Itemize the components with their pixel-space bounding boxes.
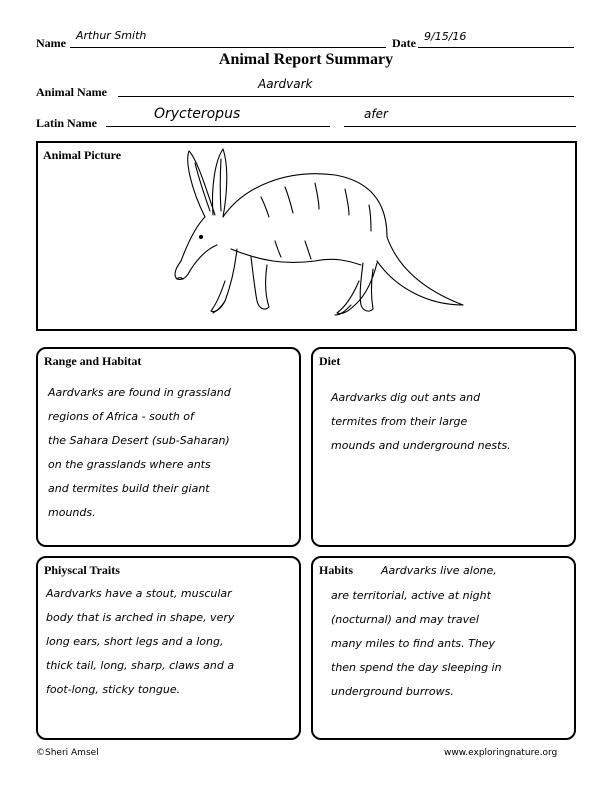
latin-genus-line xyxy=(106,126,330,127)
text-line: many miles to find ants. They xyxy=(331,637,496,650)
ear-outline-2 xyxy=(212,149,226,217)
text-line: foot-long, sticky tongue. xyxy=(46,683,181,696)
eye xyxy=(200,236,203,239)
physical-traits-title: Phiyscal Traits xyxy=(44,563,120,577)
latin-species-line xyxy=(344,126,576,127)
text-line: termites from their large xyxy=(331,415,468,428)
text-line: Aardvarks dig out ants and xyxy=(331,391,481,404)
page-title: Animal Report Summary xyxy=(218,51,394,68)
text-line: underground burrows. xyxy=(331,685,454,698)
text-line: (nocturnal) and may travel xyxy=(331,613,479,626)
text-line: Aardvarks are found in grassland xyxy=(48,386,231,399)
front-leg-far xyxy=(251,257,269,309)
animal-picture-label: Animal Picture xyxy=(43,148,122,162)
back-outline xyxy=(223,174,387,237)
physical-traits-text[interactable] xyxy=(46,582,234,702)
name-value[interactable]: Arthur Smith xyxy=(76,29,147,42)
text-line: then spend the day sleeping in xyxy=(331,661,502,674)
text-line: and termites build their giant xyxy=(48,482,210,495)
aardvark-illustration xyxy=(165,145,470,325)
habits-first-line[interactable]: Aardvarks live alone, xyxy=(381,564,497,577)
date-value[interactable]: 9/15/16 xyxy=(424,30,467,43)
text-line: the Sahara Desert (sub-Saharan) xyxy=(48,434,230,447)
habits-box xyxy=(311,556,576,740)
hind-leg-far xyxy=(360,263,373,311)
diet-title: Diet xyxy=(319,354,341,368)
date-line xyxy=(418,47,574,48)
copyright: ©Sheri Amsel xyxy=(36,748,99,758)
latin-genus-value[interactable]: Orycteropus xyxy=(154,106,241,122)
website-link[interactable]: www.exploringnature.org xyxy=(444,748,558,758)
text-line: regions of Africa - south of xyxy=(48,410,194,423)
head-outline xyxy=(175,217,217,280)
text-line: on the grasslands where ants xyxy=(48,458,211,471)
tail-outline xyxy=(377,237,463,305)
text-line: Aardvarks have a stout, muscular xyxy=(46,587,232,600)
date-label: Date xyxy=(392,36,416,50)
name-label: Name xyxy=(36,36,66,50)
diet-text[interactable] xyxy=(331,386,511,458)
latin-name-label: Latin Name xyxy=(36,116,97,130)
text-line: body that is arched in shape, very xyxy=(46,611,235,624)
diet-box xyxy=(311,347,576,547)
range-habitat-box xyxy=(36,347,301,547)
physical-traits-box xyxy=(36,556,301,740)
habits-title: Habits xyxy=(319,563,354,577)
text-line: thick tail, long, sharp, claws and a xyxy=(46,659,235,672)
animal-name-label: Animal Name xyxy=(36,85,107,99)
text-line: mounds and underground nests. xyxy=(331,439,511,452)
animal-name-value[interactable]: Aardvark xyxy=(258,77,313,91)
range-habitat-title: Range and Habitat xyxy=(44,354,142,368)
animal-name-line xyxy=(118,96,574,97)
text-line: mounds. xyxy=(48,506,96,519)
text-line: long ears, short legs and a long, xyxy=(46,635,224,648)
text-line: are territorial, active at night xyxy=(331,589,491,602)
habits-text[interactable] xyxy=(331,584,502,704)
range-habitat-text[interactable] xyxy=(48,381,231,525)
name-line xyxy=(70,47,386,48)
latin-species-value[interactable]: afer xyxy=(364,107,388,121)
